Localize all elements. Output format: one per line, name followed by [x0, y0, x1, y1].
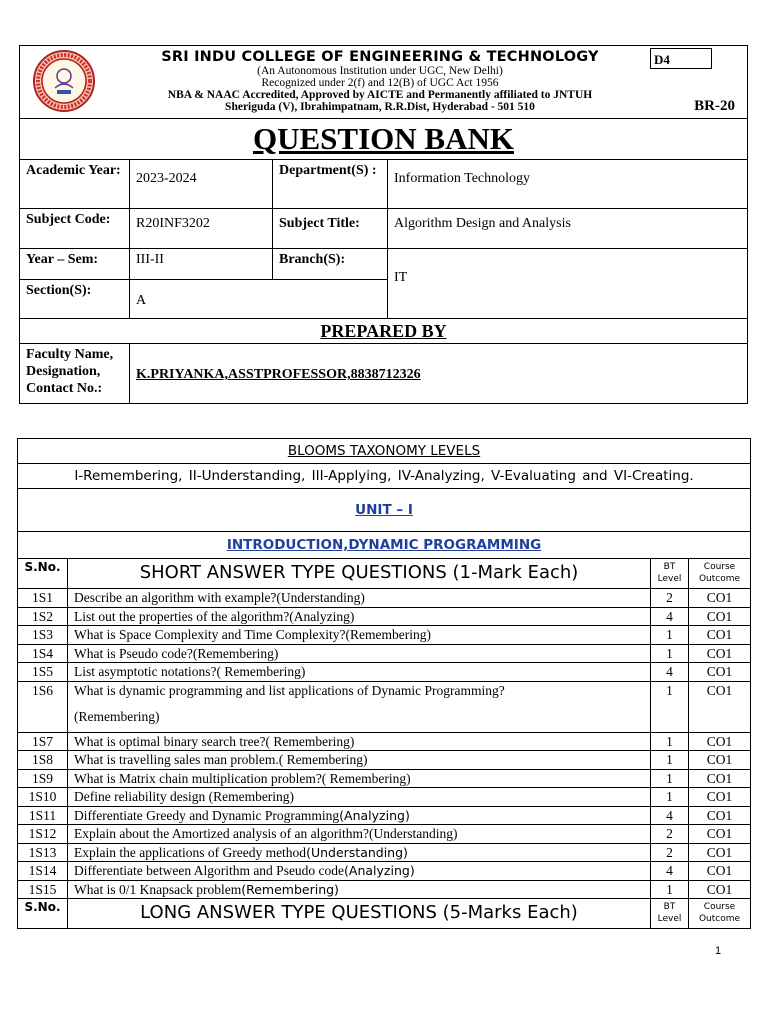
table-row: [18, 843, 751, 862]
short-section-heading: SHORT ANSWER TYPE QUESTIONS (1-Mark Each): [68, 559, 651, 589]
bt-level-header-long: BT Level: [651, 899, 689, 929]
academic-year-value: 2023-2024: [130, 160, 273, 209]
course-outcome: CO1: [689, 732, 751, 751]
question-text: What is optimal binary search tree?( Remembering): [74, 733, 355, 749]
question-number: 1S15: [18, 880, 68, 899]
question-text: What is Space Complexity and Time Complexity?(Remembering): [74, 627, 431, 642]
course-outcome: CO1: [689, 880, 751, 899]
question-text-continued: (Remembering): [74, 708, 160, 724]
bt-level: 1: [651, 751, 689, 770]
bt-level: 1: [651, 732, 689, 751]
question-number: 1S14: [18, 862, 68, 881]
question-number: 1S7: [18, 732, 68, 751]
unit-title: UNIT – I: [18, 489, 751, 532]
bt-level: 1: [651, 769, 689, 788]
bt-level: 1: [651, 626, 689, 645]
table-row: [18, 644, 751, 663]
question-text: Define reliability design (Remembering): [74, 789, 295, 804]
question-text-cell: [68, 769, 651, 788]
branch-value: IT: [388, 249, 748, 319]
course-outcome: CO1: [689, 663, 751, 682]
page-number: 1: [715, 945, 722, 957]
course-outcome: CO1: [689, 825, 751, 844]
question-level-note: (Remembering): [241, 881, 339, 897]
college-logo-icon: [33, 50, 95, 112]
question-text: What is Matrix chain multiplication problem?( Remembering): [74, 770, 411, 786]
table-row: [18, 862, 751, 881]
bt-level: 1: [651, 788, 689, 807]
bt-level: 4: [651, 663, 689, 682]
question-text-cell: [68, 880, 651, 899]
blooms-heading: BLOOMS TAXONOMY LEVELS: [18, 439, 751, 464]
college-info: [100, 50, 660, 113]
question-text-cell: [68, 626, 651, 645]
bt-level: 4: [651, 862, 689, 881]
course-outcome: CO1: [689, 751, 751, 770]
question-text: Differentiate Greedy and Dynamic Programming: [74, 807, 340, 823]
bt-level: 1: [651, 681, 689, 732]
question-number: 1S11: [18, 806, 68, 825]
header-table: [19, 45, 748, 404]
college-header: [20, 46, 748, 119]
regulation-code: BR-20: [694, 98, 735, 114]
college-name: SRI INDU COLLEGE OF ENGINEERING & TECHNOLOGY: [161, 49, 599, 65]
question-text-cell: [68, 663, 651, 682]
question-text: List asymptotic notations?( Remembering): [74, 664, 306, 679]
course-outcome: CO1: [689, 788, 751, 807]
academic-year-label: Academic Year:: [20, 160, 130, 209]
subject-code-label: Subject Code:: [20, 209, 130, 249]
sno-header-long: S.No.: [18, 899, 68, 929]
question-text: What is 0/1 Knapsack problem: [74, 881, 242, 897]
table-row: [18, 589, 751, 608]
question-number: 1S8: [18, 751, 68, 770]
department-value: Information Technology: [388, 160, 748, 209]
question-number: 1S12: [18, 825, 68, 844]
course-outcome: CO1: [689, 806, 751, 825]
long-section-heading: LONG ANSWER TYPE QUESTIONS (5-Marks Each): [68, 899, 651, 929]
year-sem-label: Year – Sem:: [20, 249, 130, 280]
question-text-cell: [68, 806, 651, 825]
college-line-1: (An Autonomous Institution under UGC, New Delhi): [257, 65, 503, 77]
college-line-3: NBA & NAAC Accredited, Approved by AICTE and Permanently affiliated to JNTUH: [167, 89, 593, 101]
prepared-by-heading: PREPARED BY: [20, 319, 748, 344]
table-row: [18, 825, 751, 844]
department-label: Department(S) :: [273, 160, 388, 209]
branch-label: Branch(S):: [273, 249, 388, 280]
question-number: 1S10: [18, 788, 68, 807]
question-text-cell: [68, 681, 651, 732]
question-text-cell: [68, 843, 651, 862]
doc-code-box: [650, 48, 712, 69]
year-sem-value: III-II: [130, 249, 273, 280]
question-text-cell: [68, 589, 651, 608]
table-row: [18, 751, 751, 770]
section-value: A: [130, 280, 388, 319]
question-text: What is travelling sales man problem.( Remembering): [74, 752, 368, 767]
table-row: [18, 626, 751, 645]
sno-header: S.No.: [18, 559, 68, 589]
question-text: What is Pseudo code?(Remembering): [74, 645, 279, 661]
table-row: [18, 732, 751, 751]
question-text-cell: [68, 751, 651, 770]
course-outcome-header-long: Course Outcome: [689, 899, 751, 929]
bt-level: 4: [651, 607, 689, 626]
question-text-cell: [68, 788, 651, 807]
question-level-note: (Understanding): [306, 844, 408, 860]
question-number: 1S9: [18, 769, 68, 788]
bt-level: 2: [651, 843, 689, 862]
bt-level: 4: [651, 806, 689, 825]
subject-title-label: Subject Title:: [273, 209, 388, 249]
question-level-note: (Analyzing): [339, 807, 410, 823]
course-outcome: CO1: [689, 681, 751, 732]
course-outcome-header: Course Outcome: [689, 559, 751, 589]
page-title: QUESTION BANK: [20, 119, 748, 160]
table-row: [18, 607, 751, 626]
question-text-cell: [68, 825, 651, 844]
bt-level-header: BT Level: [651, 559, 689, 589]
question-number: 1S5: [18, 663, 68, 682]
course-outcome: CO1: [689, 644, 751, 663]
faculty-value: K.PRIYANKA,ASSTPROFESSOR,8838712326: [130, 344, 748, 404]
question-number: 1S2: [18, 607, 68, 626]
course-outcome: CO1: [689, 862, 751, 881]
question-text-cell: [68, 862, 651, 881]
short-questions-list: [18, 589, 751, 899]
question-number: 1S4: [18, 644, 68, 663]
question-text: Differentiate between Algorithm and Pseudo code: [74, 863, 345, 878]
question-text: List out the properties of the algorithm?(Analyzing): [74, 608, 355, 624]
doc-code: D4: [654, 52, 670, 67]
question-level-note: (Analyzing): [344, 863, 415, 878]
course-outcome: CO1: [689, 626, 751, 645]
unit-topic: INTRODUCTION,DYNAMIC PROGRAMMING: [18, 532, 751, 559]
table-row: [18, 806, 751, 825]
bt-level: 2: [651, 825, 689, 844]
bt-level: 1: [651, 644, 689, 663]
question-text: Explain the applications of Greedy method: [74, 844, 307, 860]
table-row: [18, 880, 751, 899]
college-line-2: Recognized under 2(f) and 12(B) of UGC Act 1956: [261, 77, 499, 89]
table-row: [18, 769, 751, 788]
course-outcome: CO1: [689, 769, 751, 788]
faculty-label: Faculty Name, Designation, Contact No.:: [20, 344, 130, 404]
subject-code-value: R20INF3202: [130, 209, 273, 249]
question-number: 1S3: [18, 626, 68, 645]
table-row: [18, 681, 751, 732]
questions-table: [17, 438, 751, 929]
question-number: 1S13: [18, 843, 68, 862]
question-text: What is dynamic programming and list applications of Dynamic Programming?: [74, 682, 505, 698]
table-row: [18, 663, 751, 682]
course-outcome: CO1: [689, 843, 751, 862]
blooms-levels: I-Remembering, II-Understanding, III-Applying, IV-Analyzing, V-Evaluating and VI-Creating.: [18, 464, 751, 489]
section-label: Section(S):: [20, 280, 130, 319]
question-number: 1S1: [18, 589, 68, 608]
question-text: Explain about the Amortized analysis of an algorithm?(Understanding): [74, 826, 458, 841]
question-text-cell: [68, 607, 651, 626]
bt-level: 2: [651, 589, 689, 608]
question-text: Describe an algorithm with example?(Understanding): [74, 590, 365, 605]
college-line-4: Sheriguda (V), Ibrahimpatnam, R.R.Dist, Hyderabad - 501 510: [225, 101, 535, 113]
question-text-cell: [68, 644, 651, 663]
bt-level: 1: [651, 880, 689, 899]
subject-title-value: Algorithm Design and Analysis: [388, 209, 748, 249]
table-row: [18, 788, 751, 807]
question-number: 1S6: [18, 681, 68, 732]
question-text-cell: [68, 732, 651, 751]
course-outcome: CO1: [689, 607, 751, 626]
course-outcome: CO1: [689, 589, 751, 608]
